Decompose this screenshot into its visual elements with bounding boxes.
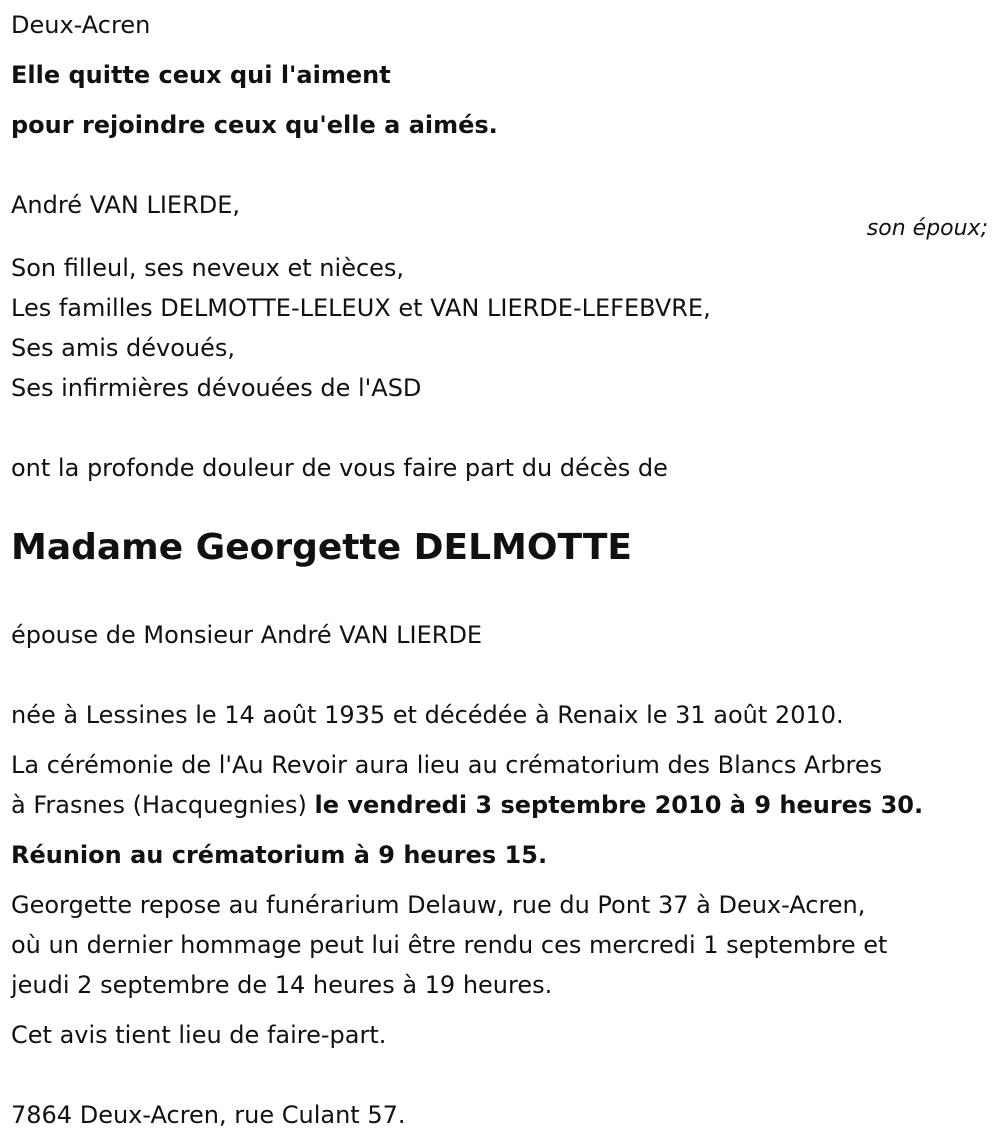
ceremony-location: à Frasnes (Hacquegnies) [11, 791, 315, 819]
notice-statement: Cet avis tient lieu de faire-part. [11, 1021, 387, 1049]
visitation-line: jeudi 2 septembre de 14 heures à 19 heures. [11, 971, 553, 999]
verse-line-2: pour rejoindre ceux qu'elle a aimés. [11, 111, 498, 139]
ceremony-datetime: le vendredi 3 septembre 2010 à 9 heures 30. [314, 791, 924, 819]
family-address: 7864 Deux-Acren, rue Culant 57. [11, 1101, 406, 1129]
mourner-line: Ses infirmières dévouées de l'ASD [11, 374, 422, 402]
mourner-line: Son filleul, ses neveux et nièces, [11, 254, 405, 282]
mourner-line: Ses amis dévoués, [11, 334, 236, 362]
verse-line-1: Elle quitte ceux qui l'aiment [11, 61, 391, 89]
announcement-intro: ont la profonde douleur de vous faire part du décès de [11, 454, 668, 482]
visitation-line: où un dernier hommage peut lui être rendu ces mercredi 1 septembre et [11, 931, 888, 959]
spouse-of: épouse de Monsieur André VAN LIERDE [11, 621, 483, 649]
visitation-line: Georgette repose au funérarium Delauw, rue du Pont 37 à Deux-Acren, [11, 891, 866, 919]
spouse-relation: son époux; [866, 216, 988, 241]
spouse-name: André VAN LIERDE, [11, 191, 241, 219]
mourner-line: Les familles DELMOTTE-LELEUX et VAN LIERDE-LEFEBVRE, [11, 294, 711, 322]
ceremony-line-1: La cérémonie de l'Au Revoir aura lieu au crématorium des Blancs Arbres [11, 751, 883, 779]
ceremony-line-2 [11, 790, 923, 820]
place-heading: Deux-Acren [11, 11, 151, 39]
crematorium-meeting: Réunion au crématorium à 9 heures 15. [11, 841, 548, 869]
birth-death-line: née à Lessines le 14 août 1935 et décédée à Renaix le 31 août 2010. [11, 701, 844, 729]
deceased-name: Madame Georgette DELMOTTE [11, 527, 633, 568]
